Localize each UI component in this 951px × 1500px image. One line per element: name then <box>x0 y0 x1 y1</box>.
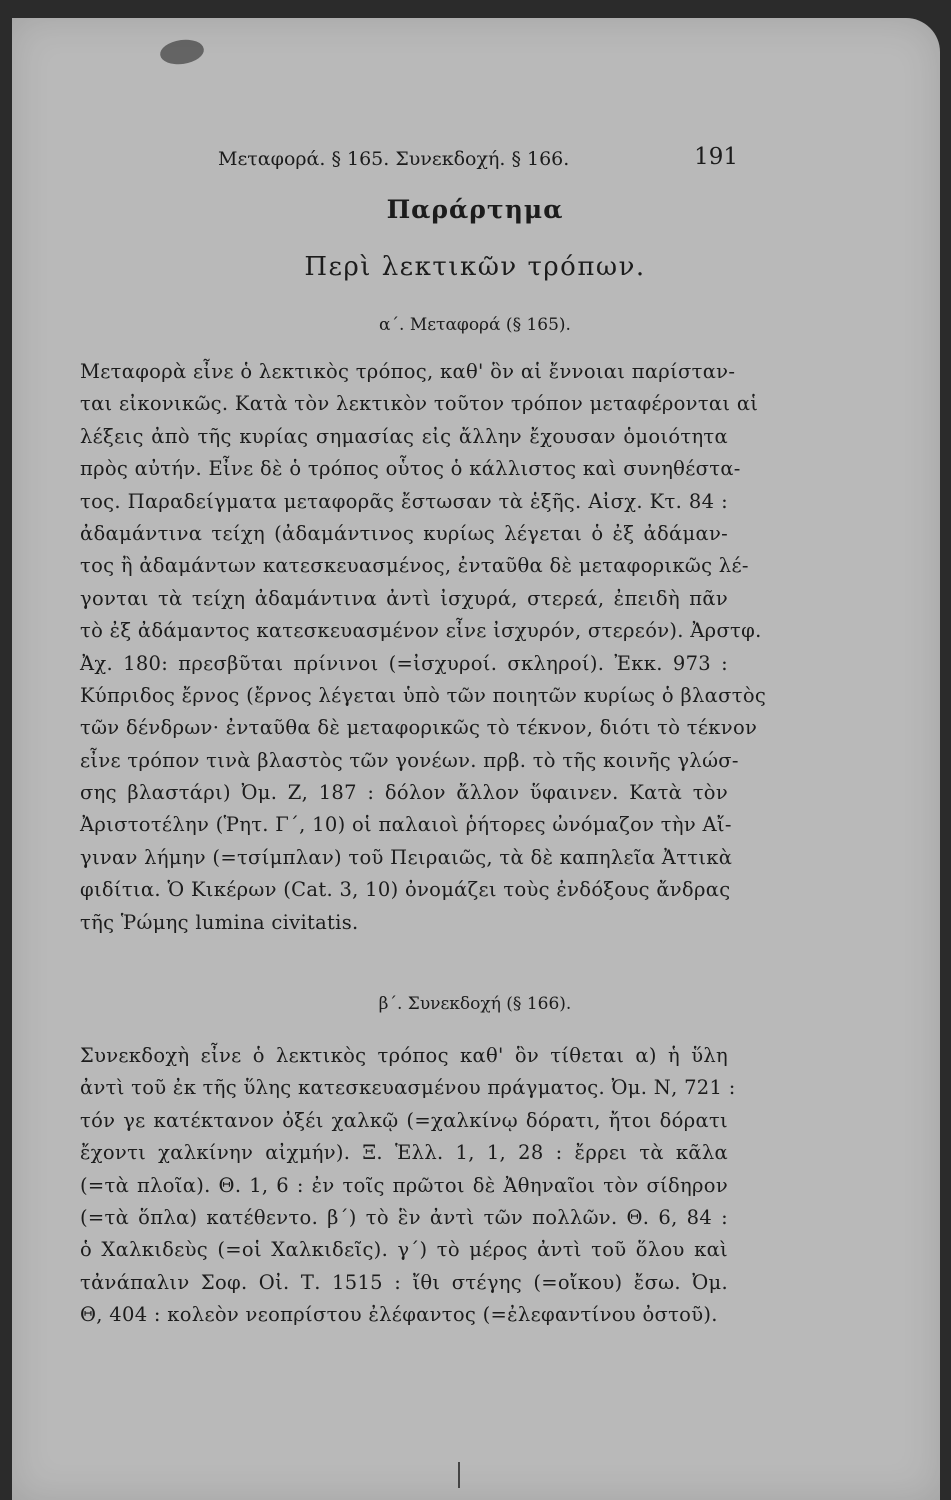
text-line: Μεταφορὰ εἶνε ὁ λεκτικὸς τρόπος, καθ' ὃν αἱ ἔννοιαι παρίσταν- <box>80 360 736 383</box>
text-line: ἀδαμάντινα τείχη (ἀδαμάντινος κυρίως λέγεται ὁ ἐξ ἀδάμαν- <box>80 521 728 545</box>
text-line: τῶν δένδρων· ἐνταῦθα δὲ μεταφορικῶς τὸ τέκνον, διότι τὸ τέκνον <box>80 716 758 740</box>
text-line: γιναν λήμην (=τσίμπλαν) τοῦ Πειραιῶς, τὰ δὲ καπηλεῖα Ἀττικὰ <box>80 845 733 869</box>
text-line: σης βλαστάρι) Ὀμ. Ζ, 187 : δόλον ἄλλον ὕφαινεν. Κατὰ τὸν <box>80 781 728 805</box>
running-head <box>218 140 738 176</box>
page-number: 191 <box>694 144 738 170</box>
text-line: Κύπριδος ἔρνος (ἔρνος λέγεται ὑπὸ τῶν ποιητῶν κυρίως ὁ βλαστὸς <box>80 683 767 707</box>
text-line: Θ, 404 : κολεὸν νεοπρίστου ἐλέφαντος (=ἐλεφαντίνου ὀστοῦ). <box>80 1303 718 1327</box>
text-line: φιδίτια. Ὁ Κικέρων (Cat. 3, 10) ὀνομάζει τοὺς ἐνδόξους ἄνδρας <box>80 878 731 902</box>
text-line: τος ἢ ἀδαμάντων κατεσκευασμένος, ἐνταῦθα δὲ μεταφορικῶς λέ- <box>80 554 749 578</box>
text-line: (=τὰ ὅπλα) κατέθεντο. β΄) τὸ ἓν ἀντὶ τῶν πολλῶν. Θ. 6, 84 : <box>80 1205 728 1229</box>
running-head-text: Μεταφορά. § 165. Συνεκδοχή. § 166. <box>218 148 570 170</box>
text-line: τὸ ἐξ ἀδάμαντος κατεσκευασμένον εἶνε ἰσχυρόν, στερεόν). Ἀρστφ. <box>80 619 762 643</box>
text-line: τἀνάπαλιν Σοφ. Οἰ. Τ. 1515 : ἴθι στέγης (=οἴκου) ἔσω. Ὀμ. <box>80 1270 728 1294</box>
text-line: ὁ Χαλκιδεὺς (=οἱ Χαλκιδεῖς). γ΄) τὸ μέρος ἀντὶ τοῦ ὅλου καὶ <box>80 1238 728 1262</box>
subsection-heading-synecdoche: β΄. Συνεκδοχή (§ 166). <box>378 994 572 1014</box>
text-line: λέξεις ἀπὸ τῆς κυρίας σημασίας εἰς ἄλλην ἔχουσαν ὁμοιότητα <box>80 424 728 448</box>
text-line: Ἀχ. 180: πρεσβῦται πρίνινοι (=ἰσχυροί. σκληροί). Ἐκκ. 973 : <box>80 651 728 675</box>
text-line: γονται τὰ τείχη ἀδαμάντινα ἀντὶ ἰσχυρά, στερεά, ἐπειδὴ πᾶν <box>80 586 728 610</box>
paragraph-synecdoche <box>80 1040 736 1332</box>
text-line: τῆς Ῥώμης lumina civitatis. <box>80 910 359 934</box>
text-line: εἶνε τρόπον τινὰ βλαστὸς τῶν γονέων. πρβ. τὸ τῆς κοινῆς γλώσ- <box>80 748 739 772</box>
page-edge-mark <box>458 1462 460 1488</box>
text-line: ται εἰκονικῶς. Κατὰ τὸν λεκτικὸν τοῦτον τρόπον μεταφέρονται αἱ <box>80 392 759 416</box>
text-line: τόν γε κατέκτανον ὀξέι χαλκῷ (=χαλκίνῳ δόρατι, ἤτοι δόρατι <box>80 1108 728 1132</box>
text-line: τος. Παραδείγματα μεταφορᾶς ἔστωσαν τὰ ἑξῆς. Αἰσχ. Κτ. 84 : <box>80 489 728 513</box>
text-line: Συνεκδοχὴ εἶνε ὁ λεκτικὸς τρόπος καθ' ὃν τίθεται α) ἡ ὕλη <box>80 1044 728 1067</box>
text-line: (=τὰ πλοῖα). Θ. 1, 6 : ἐν τοῖς πρῶτοι δὲ Ἀθηναῖοι τὸν σίδηρον <box>80 1173 728 1197</box>
section-heading: Περὶ λεκτικῶν τρόπων. <box>304 252 646 282</box>
subsection-heading-metaphor: α΄. Μεταφορά (§ 165). <box>379 315 571 335</box>
paragraph-metaphor <box>80 356 767 939</box>
text-line: πρὸς αὐτήν. Εἶνε δὲ ὁ τρόπος οὗτος ὁ κάλλιστος καὶ συνηθέστα- <box>80 457 741 481</box>
text-line: ἔχοντι χαλκίνην αἰχμήν). Ξ. Ἑλλ. 1, 1, 28 : ἔρρει τὰ κᾶλα <box>80 1141 728 1165</box>
appendix-title: Παράρτημα <box>386 195 564 224</box>
text-line: ἀντὶ τοῦ ἐκ τῆς ὕλης κατεσκευασμένου πράγματος. Ὀμ. Ν, 721 : <box>80 1076 736 1100</box>
text-line: Ἀριστοτέλην (Ῥητ. Γ΄, 10) οἱ παλαιοὶ ῥήτορες ὠνόμαζον τὴν Αἴ- <box>80 813 732 837</box>
